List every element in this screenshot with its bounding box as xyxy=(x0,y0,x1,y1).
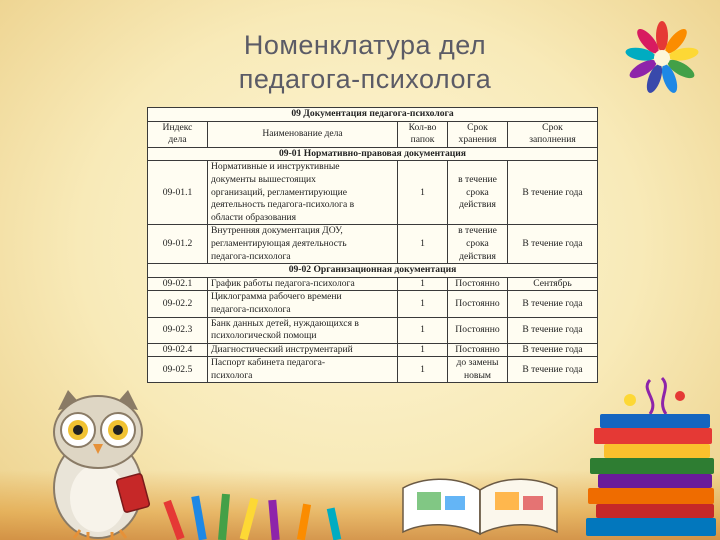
row-storage: в течение срока действия xyxy=(448,161,508,225)
pencils-illustration xyxy=(150,470,400,540)
row-storage: до замены новым xyxy=(448,357,508,383)
row-fill: В течение года xyxy=(508,357,598,383)
header-fill: Срок заполнения xyxy=(508,121,598,147)
row-name: Диагностический инструментарий xyxy=(208,343,398,357)
owl-illustration xyxy=(38,380,158,540)
row-fill: Сентябрь xyxy=(508,277,598,291)
table-row xyxy=(148,317,598,343)
row-name: Нормативные и инструктивные документы вышестоящих организаций, регламентирующие деятельность педагога-психолога в области образования xyxy=(208,161,398,225)
table-row xyxy=(148,291,598,317)
row-fill: В течение года xyxy=(508,291,598,317)
row-name: Банк данных детей, нуждающихся в психологической помощи xyxy=(208,317,398,343)
row-fill: В течение года xyxy=(508,161,598,225)
documents-table xyxy=(147,107,598,383)
row-count: 1 xyxy=(398,291,448,317)
row-index: 09-02.1 xyxy=(148,277,208,291)
books-stack-illustration xyxy=(570,370,720,540)
table-row xyxy=(148,277,598,291)
section-title: 09-02 Организационная документация xyxy=(148,264,598,278)
slide-title xyxy=(150,28,580,96)
row-count: 1 xyxy=(398,225,448,264)
table-caption: 09 Документация педагога-психолога xyxy=(148,108,598,122)
section-title: 09-01 Нормативно-правовая документация xyxy=(148,147,598,161)
row-count: 1 xyxy=(398,277,448,291)
row-storage: Постоянно xyxy=(448,277,508,291)
row-count: 1 xyxy=(398,161,448,225)
colored-hands-icon xyxy=(620,14,704,100)
header-index: Индекс дела xyxy=(148,121,208,147)
row-fill: В течение года xyxy=(508,343,598,357)
row-index: 09-02.2 xyxy=(148,291,208,317)
row-index: 09-01.2 xyxy=(148,225,208,264)
row-count: 1 xyxy=(398,357,448,383)
row-index: 09-02.3 xyxy=(148,317,208,343)
row-index: 09-02.5 xyxy=(148,357,208,383)
table-header-row xyxy=(148,121,598,147)
row-fill: В течение года xyxy=(508,317,598,343)
row-name: Паспорт кабинета педагога- психолога xyxy=(208,357,398,383)
row-storage: Постоянно xyxy=(448,343,508,357)
title-line-2: педагога-психолога xyxy=(238,64,492,94)
header-count: Кол-во папок xyxy=(398,121,448,147)
open-book-illustration xyxy=(395,468,565,540)
header-name: Наименование дела xyxy=(208,121,398,147)
row-index: 09-01.1 xyxy=(148,161,208,225)
table-row xyxy=(148,161,598,225)
row-count: 1 xyxy=(398,343,448,357)
row-name: График работы педагога-психолога xyxy=(208,277,398,291)
row-name: Внутренняя документация ДОУ, регламентирующая деятельность педагога-психолога xyxy=(208,225,398,264)
row-storage: Постоянно xyxy=(448,291,508,317)
title-line-1: Номенклатура дел xyxy=(243,30,487,60)
table-row xyxy=(148,343,598,357)
table-row xyxy=(148,225,598,264)
row-fill: В течение года xyxy=(508,225,598,264)
row-count: 1 xyxy=(398,317,448,343)
row-storage: Постоянно xyxy=(448,317,508,343)
row-storage: в течение срока действия xyxy=(448,225,508,264)
header-storage: Срок хранения xyxy=(448,121,508,147)
row-name: Циклограмма рабочего времени педагога-психолога xyxy=(208,291,398,317)
table-row xyxy=(148,357,598,383)
row-index: 09-02.4 xyxy=(148,343,208,357)
